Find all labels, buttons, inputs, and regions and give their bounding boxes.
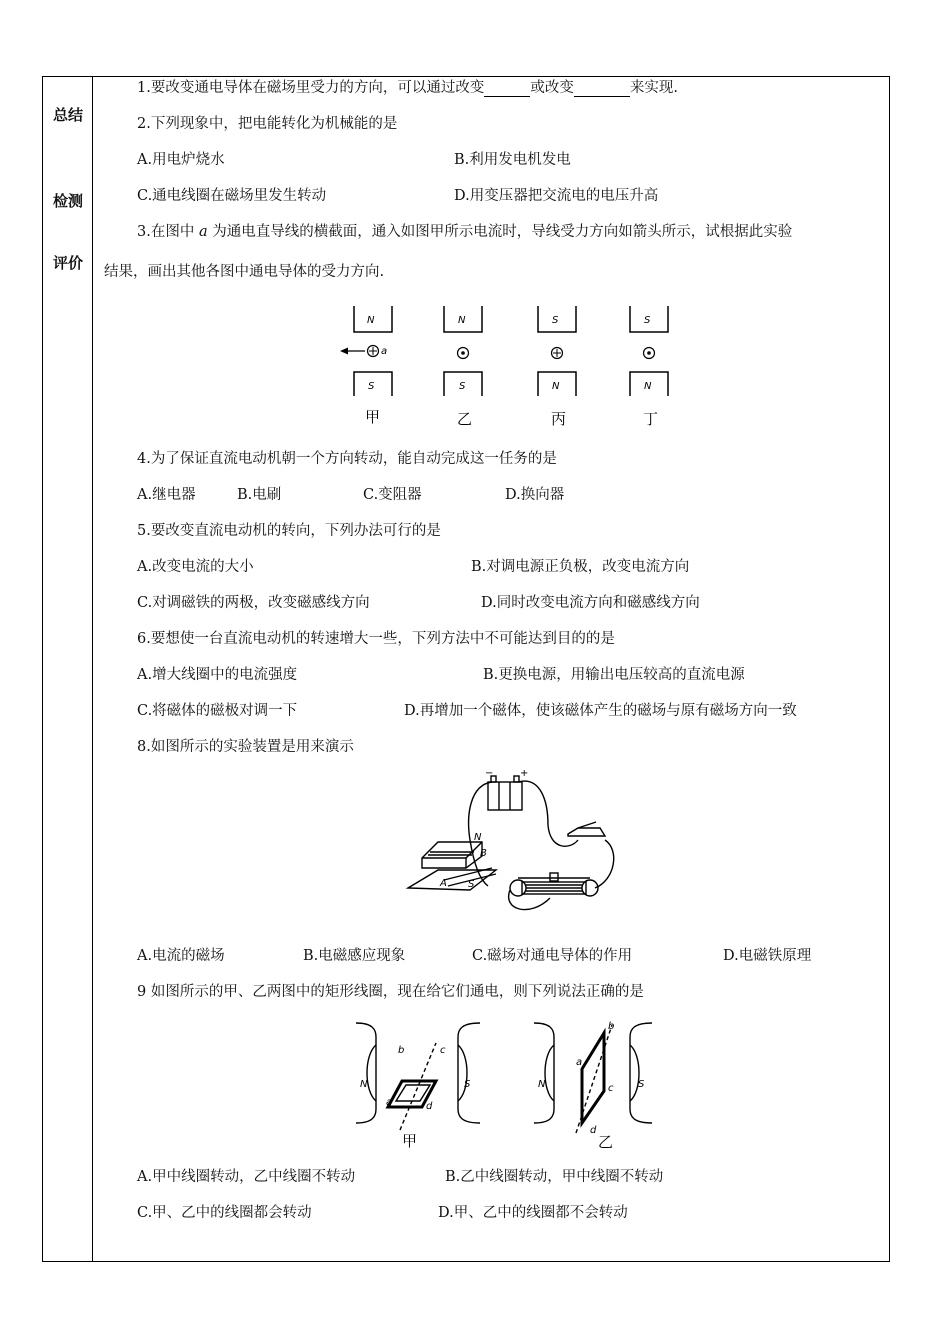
panel4-top-pole: S bbox=[644, 315, 651, 326]
question-5-stem: 5.要改变直流电动机的转向，下列办法可行的是 bbox=[137, 523, 441, 539]
yi-n-pole: N bbox=[538, 1079, 546, 1090]
apparatus-diagram bbox=[400, 770, 640, 920]
caption-coil-yi: 乙 bbox=[598, 1133, 614, 1151]
q5-option-d[interactable]: D.同时改变电流方向和磁感线方向 bbox=[481, 595, 700, 611]
yi-label-b: b bbox=[608, 1021, 615, 1032]
q6-option-c[interactable]: C.将磁体的磁极对调一下 bbox=[137, 703, 298, 719]
q5-option-b[interactable]: B.对调电源正负极，改变电流方向 bbox=[471, 559, 690, 575]
jia-label-b: b bbox=[398, 1045, 405, 1056]
q8-option-a[interactable]: A.电流的磁场 bbox=[137, 948, 225, 964]
panel2-top-pole: N bbox=[458, 315, 466, 326]
panel3-bottom-pole: N bbox=[552, 381, 560, 392]
question-8-stem: 8.如图所示的实验装置是用来演示 bbox=[137, 739, 354, 755]
jia-label-c: c bbox=[440, 1045, 446, 1056]
answer-blank-1[interactable] bbox=[484, 82, 530, 97]
caption-yi: 乙 bbox=[457, 410, 473, 428]
jia-label-a: a bbox=[386, 1097, 393, 1108]
q9-option-c[interactable]: C.甲、乙中的线圈都会转动 bbox=[137, 1205, 312, 1221]
rod-b-label: B bbox=[480, 848, 487, 859]
rod-a-label: A bbox=[440, 878, 447, 889]
q6-option-d[interactable]: D.再增加一个磁体，使该磁体产生的磁场与原有磁场方向一致 bbox=[404, 703, 797, 719]
panel1-top-pole: N bbox=[367, 315, 375, 326]
question-4-stem: 4.为了保证直流电动机朝一个方向转动，能自动完成这一任务的是 bbox=[137, 451, 557, 467]
jia-s-pole: S bbox=[464, 1079, 471, 1090]
coil-diagram bbox=[350, 1015, 670, 1155]
battery-plus: + bbox=[520, 770, 529, 779]
q4-option-a[interactable]: A.继电器 bbox=[137, 487, 196, 503]
jia-n-pole: N bbox=[360, 1079, 368, 1090]
q9-option-d[interactable]: D.甲、乙中的线圈都不会转动 bbox=[438, 1205, 628, 1221]
caption-ding: 丁 bbox=[643, 410, 659, 428]
sidebar-label-evaluate: 评价 bbox=[52, 254, 83, 272]
yi-label-a: a bbox=[576, 1057, 583, 1068]
question-1: 1.要改变通电导体在磁场里受力的方向，可以通过改变 或改变 来实现. bbox=[137, 80, 678, 96]
q4-option-c[interactable]: C.变阻器 bbox=[363, 487, 422, 503]
question-9-stem: 9 如图所示的甲、乙两图中的矩形线圈，现在给它们通电，则下列说法正确的是 bbox=[137, 984, 644, 1000]
q4-option-d[interactable]: D.换向器 bbox=[505, 487, 565, 503]
jia-label-d: d bbox=[426, 1101, 433, 1112]
question-6-stem: 6.要想使一台直流电动机的转速增大一些，下列方法中不可能达到目的的是 bbox=[137, 631, 615, 647]
yi-s-pole: S bbox=[638, 1079, 645, 1090]
magnet-n-label: N bbox=[474, 832, 482, 843]
caption-bing: 丙 bbox=[551, 410, 567, 428]
q8-option-d[interactable]: D.电磁铁原理 bbox=[723, 948, 812, 964]
panel2-bottom-pole: S bbox=[459, 381, 466, 392]
sidebar-label-summary: 总结 bbox=[52, 106, 83, 124]
question-2-stem: 2.下列现象中，把电能转化为机械能的是 bbox=[137, 116, 398, 132]
caption-jia: 甲 bbox=[365, 408, 381, 426]
q8-option-c[interactable]: C.磁场对通电导体的作用 bbox=[472, 948, 633, 964]
panel1-wire-label: a bbox=[381, 346, 388, 357]
q2-option-c[interactable]: C.通电线圈在磁场里发生转动 bbox=[137, 188, 327, 204]
caption-coil-jia: 甲 bbox=[402, 1132, 418, 1150]
battery-minus: − bbox=[485, 770, 494, 779]
panel3-top-pole: S bbox=[552, 315, 559, 326]
q9-option-b[interactable]: B.乙中线圈转动，甲中线圈不转动 bbox=[445, 1169, 664, 1185]
q2-option-d[interactable]: D.用变压器把交流电的电压升高 bbox=[454, 188, 659, 204]
q2-option-b[interactable]: B.利用发电机发电 bbox=[454, 152, 571, 168]
yi-label-c: c bbox=[608, 1083, 614, 1094]
panel4-bottom-pole: N bbox=[644, 381, 652, 392]
q6-option-b[interactable]: B.更换电源，用输出电压较高的直流电源 bbox=[483, 667, 745, 683]
panel1-bottom-pole: S bbox=[368, 381, 375, 392]
magnet-s-label: S bbox=[468, 879, 475, 890]
q5-option-a[interactable]: A.改变电流的大小 bbox=[137, 559, 254, 575]
question-3-stem: 3.在图中 a 为通电直导线的横截面，通入如图甲所示电流时，导线受力方向如箭头所示，试根据此实验 bbox=[137, 224, 793, 240]
q9-option-a[interactable]: A.甲中线圈转动，乙中线圈不转动 bbox=[137, 1169, 356, 1185]
answer-blank-2[interactable] bbox=[574, 82, 630, 97]
sidebar-label-test: 检测 bbox=[52, 192, 83, 210]
q4-option-b[interactable]: B.电刷 bbox=[237, 487, 282, 503]
column-divider bbox=[92, 76, 93, 1262]
q8-option-b[interactable]: B.电磁感应现象 bbox=[303, 948, 406, 964]
q5-option-c[interactable]: C.对调磁铁的两极，改变磁感线方向 bbox=[137, 595, 370, 611]
q2-option-a[interactable]: A.用电炉烧水 bbox=[137, 152, 225, 168]
q6-option-a[interactable]: A.增大线圈中的电流强度 bbox=[137, 667, 298, 683]
yi-label-d: d bbox=[590, 1125, 597, 1136]
magnet-force-diagram bbox=[330, 296, 690, 431]
question-3-stem-line2: 结果，画出其他各图中通电导体的受力方向. bbox=[104, 264, 385, 280]
